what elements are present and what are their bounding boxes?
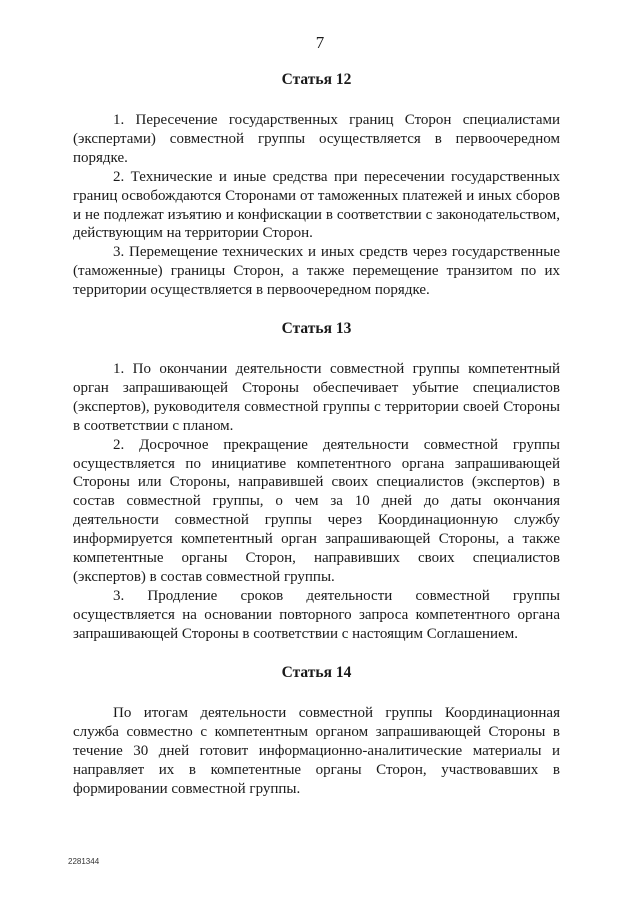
article-paragraph: 3. Перемещение технических и иных средств через государственные (таможенные) границы Сторон, а также перемещение транзитом по их территории осуществляется в первоочередном порядке. (73, 244, 560, 299)
document-code: 2281344 (68, 857, 100, 866)
article-paragraph: По итогам деятельности совместной группы Координационная служба совместно с компетентным органом запрашивающей Стороны в течение 30 дней готовит информационно-аналитические материалы и направляет их в компетентные органы Сторон, участвовавших в формировании совместной группы. (73, 705, 560, 797)
page-number: 7 (315, 33, 325, 52)
article-13 (73, 319, 560, 644)
article-12 (73, 70, 560, 300)
article-paragraph: 1. Пересечение государственных границ Сторон специалистами (экспертами) совместной группы осуществляется в первоочередном порядке. (73, 112, 560, 166)
article-paragraph: 2. Технические и иные средства при пересечении государственных границ освобождаются Сторонами от таможенных платежей и иных сборов и не подлежат изъятию и конфискации в соответствии с законодательством, действующим на территории Сторон. (73, 168, 560, 242)
article-title: Статья 12 (281, 71, 352, 88)
article-paragraph: 1. По окончании деятельности совместной группы компетентный орган запрашивающей Стороны обеспечивает убытие специалистов (экспертов), руководителя совместной группы с территории своей Стороны в соответствии с планом. (73, 361, 560, 434)
article-paragraph: 3. Продление сроков деятельности совместной группы осуществляется на основании повторного запроса компетентного органа запрашивающей Стороны в соответствии с настоящим Соглашением. (73, 587, 560, 642)
article-title: Статья 14 (281, 664, 352, 681)
article-paragraph: 2. Досрочное прекращение деятельности совместной группы осуществляется по инициативе компетентного органа запрашивающей Стороны или Стороны, направившей своих специалистов (экспертов) в состав совместной группы, о чем за 10 дней до даты окончания деятельности совместной группы через Координационную службу информируется компетентный орган запрашивающей Стороны, а также компетентные органы Сторон, направивших своих специалистов (экспертов) в состав совместной группы. (73, 436, 560, 585)
article-14 (73, 663, 560, 799)
article-title: Статья 13 (281, 320, 352, 337)
